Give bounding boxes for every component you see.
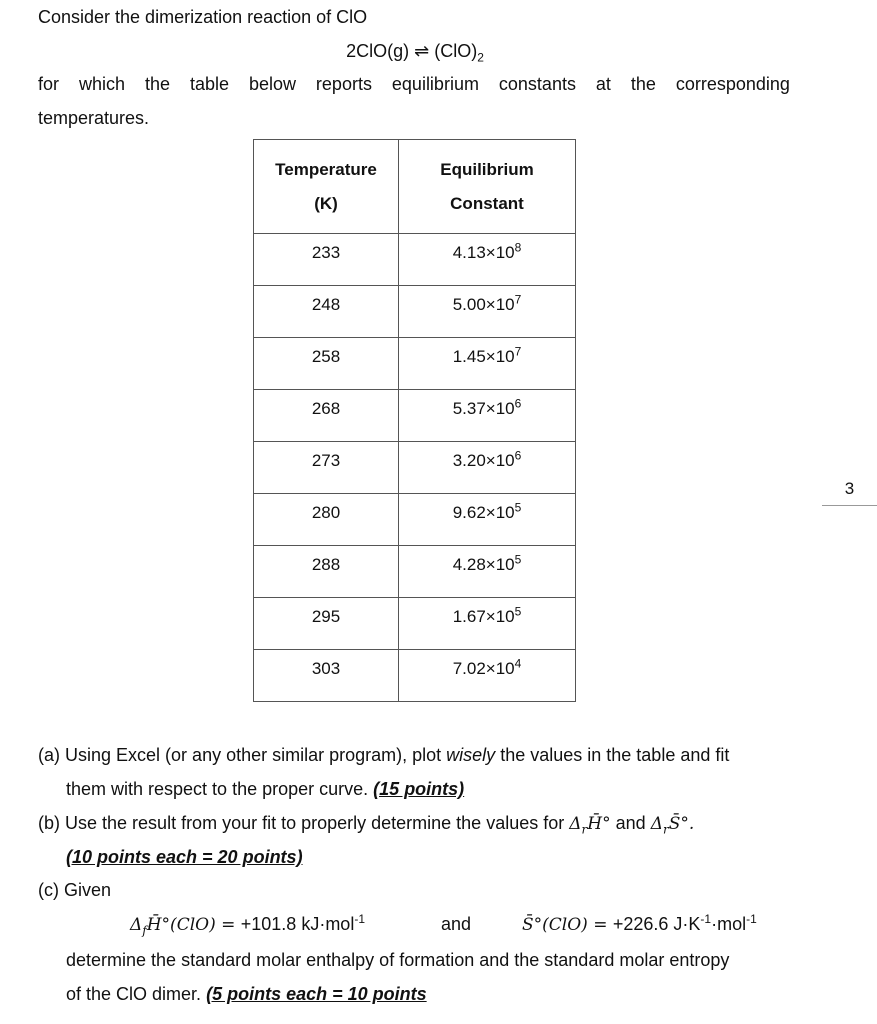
table-header-row bbox=[254, 140, 576, 234]
constant-cell bbox=[399, 598, 576, 650]
question-a-text-1: Using Excel (or any other similar program), plot bbox=[65, 745, 442, 765]
temperature-cell: 268 bbox=[254, 390, 399, 442]
constant-exponent: 5 bbox=[514, 500, 522, 515]
intro-word: the bbox=[630, 74, 656, 94]
constant-cell bbox=[399, 650, 576, 702]
reaction-left: 2ClO(g) bbox=[346, 41, 410, 61]
constant-exponent: 5 bbox=[514, 552, 522, 567]
table-row bbox=[254, 650, 576, 702]
question-b-line-2 bbox=[66, 845, 303, 869]
formation-subscript: f bbox=[142, 923, 147, 938]
question-a-points: (15 points) bbox=[373, 779, 465, 799]
molar-enthalpy-symbol: H̄° bbox=[587, 814, 611, 834]
constant-exponent: 4 bbox=[514, 656, 522, 671]
intro-word: the bbox=[144, 74, 170, 94]
table-row bbox=[254, 494, 576, 546]
constant-header-line-1: Equilibrium bbox=[440, 159, 534, 179]
constant-cell bbox=[399, 338, 576, 390]
entropy-given bbox=[522, 912, 757, 937]
temperature-header bbox=[254, 140, 399, 234]
constant-mantissa: 5.37×10 bbox=[452, 399, 515, 418]
constant-exponent: 8 bbox=[514, 240, 522, 255]
constant-mantissa: 7.02×10 bbox=[452, 659, 515, 678]
question-c-line-4 bbox=[66, 982, 427, 1006]
reaction-equation bbox=[0, 39, 830, 63]
constant-mantissa: 5.00×10 bbox=[452, 295, 515, 314]
reaction-subscript: r bbox=[581, 822, 588, 837]
intro-word: below bbox=[248, 74, 296, 94]
intro-line-1: Consider the dimerization reaction of ClO bbox=[38, 7, 368, 27]
reaction-right: (ClO) bbox=[434, 41, 478, 61]
molar-entropy-symbol: S̄°. bbox=[668, 814, 695, 834]
constant-mantissa: 4.13×10 bbox=[452, 243, 515, 262]
entropy-value: +226.6 J·K bbox=[612, 914, 701, 934]
constant-exponent: 7 bbox=[514, 344, 522, 359]
question-b-and: and bbox=[615, 813, 646, 833]
entropy-unit-mid: ·mol bbox=[711, 914, 747, 934]
constant-cell bbox=[399, 390, 576, 442]
constant-exponent: 5 bbox=[514, 604, 522, 619]
constant-mantissa: 1.67×10 bbox=[452, 607, 515, 626]
delta-symbol: Δ bbox=[650, 814, 663, 834]
constant-cell bbox=[399, 286, 576, 338]
temperature-cell: 248 bbox=[254, 286, 399, 338]
reaction-subscript: r bbox=[662, 822, 669, 837]
constant-mantissa: 9.62×10 bbox=[452, 503, 515, 522]
table-row bbox=[254, 234, 576, 286]
constant-mantissa: 3.20×10 bbox=[452, 451, 515, 470]
temperature-cell: 288 bbox=[254, 546, 399, 598]
constant-header bbox=[399, 140, 576, 234]
delta-f-h-symbol bbox=[130, 915, 241, 938]
question-b-text: Use the result from your fit to properly determine the values for bbox=[65, 813, 565, 833]
temperature-cell: 303 bbox=[254, 650, 399, 702]
question-b-label: (b) bbox=[38, 813, 60, 833]
intro-word: constants bbox=[498, 74, 576, 94]
table-row bbox=[254, 338, 576, 390]
intro-line-2 bbox=[38, 72, 790, 96]
question-b-points: (10 points each = 20 points) bbox=[66, 847, 303, 867]
question-a-text-2: the values in the table and fit bbox=[500, 745, 730, 765]
intro-line-3: temperatures. bbox=[38, 108, 150, 128]
question-a-wisely: wisely bbox=[446, 745, 496, 765]
question-c-given: Given bbox=[64, 880, 112, 900]
intro-word: table bbox=[189, 74, 229, 94]
intro-word: corresponding bbox=[675, 74, 790, 94]
delta-symbol: Δ bbox=[569, 814, 582, 834]
constant-mantissa: 1.45×10 bbox=[452, 347, 515, 366]
table-row bbox=[254, 546, 576, 598]
entropy-expression: S̄°(ClO) = bbox=[522, 915, 613, 935]
question-c-line-3: determine the standard molar enthalpy of formation and the standard molar entropy bbox=[66, 950, 730, 970]
page-number: 3 bbox=[844, 479, 855, 498]
constant-header-line-2: Constant bbox=[450, 193, 524, 213]
constant-exponent: 6 bbox=[514, 448, 522, 463]
enthalpy-value: +101.8 kJ·mol bbox=[240, 914, 355, 934]
temperature-cell: 273 bbox=[254, 442, 399, 494]
question-c-points: (5 points each = 10 points bbox=[206, 984, 427, 1004]
constant-cell bbox=[399, 546, 576, 598]
enthalpy-unit-exponent: -1 bbox=[354, 912, 365, 926]
intro-word: reports bbox=[315, 74, 372, 94]
table-row bbox=[254, 286, 576, 338]
constant-exponent: 6 bbox=[514, 396, 522, 411]
question-c-and: and bbox=[441, 914, 472, 934]
question-a-line-2 bbox=[66, 777, 464, 801]
temperature-cell: 233 bbox=[254, 234, 399, 286]
intro-word: at bbox=[595, 74, 611, 94]
question-a-label: (a) bbox=[38, 745, 60, 765]
delta-symbol: Δ bbox=[130, 915, 143, 935]
entropy-unit-exponent-2: -1 bbox=[746, 912, 757, 926]
delta-r-s-symbol bbox=[650, 814, 695, 837]
table-row bbox=[254, 598, 576, 650]
equilibrium-arrow: ⇌ bbox=[414, 41, 430, 61]
table-row bbox=[254, 390, 576, 442]
temperature-cell: 258 bbox=[254, 338, 399, 390]
temperature-cell: 280 bbox=[254, 494, 399, 546]
delta-r-h-symbol bbox=[569, 814, 611, 837]
constant-exponent: 7 bbox=[514, 292, 522, 307]
entropy-unit-exponent-1: -1 bbox=[700, 912, 712, 926]
page-number-rule bbox=[822, 505, 877, 506]
intro-word: which bbox=[78, 74, 125, 94]
temperature-cell: 295 bbox=[254, 598, 399, 650]
enthalpy-given bbox=[130, 912, 365, 937]
enthalpy-expression: H̄°(ClO) = bbox=[146, 915, 241, 935]
intro-word: equilibrium bbox=[391, 74, 479, 94]
question-a-line-1 bbox=[38, 743, 729, 767]
question-c-line-4-text: of the ClO dimer. bbox=[66, 984, 202, 1004]
intro-word: for bbox=[38, 74, 60, 94]
equilibrium-table bbox=[253, 139, 576, 702]
constant-cell bbox=[399, 442, 576, 494]
question-c-line-1 bbox=[38, 878, 111, 902]
constant-cell bbox=[399, 234, 576, 286]
question-c-label: (c) bbox=[38, 880, 59, 900]
question-b-line-1 bbox=[38, 811, 694, 836]
constant-mantissa: 4.28×10 bbox=[452, 555, 515, 574]
temperature-header-line-2: (K) bbox=[314, 193, 338, 213]
reaction-right-subscript: 2 bbox=[477, 50, 484, 65]
question-a-line-2-text: them with respect to the proper curve. bbox=[66, 779, 369, 799]
temperature-header-line-1: Temperature bbox=[275, 159, 377, 179]
constant-cell bbox=[399, 494, 576, 546]
table-row bbox=[254, 442, 576, 494]
